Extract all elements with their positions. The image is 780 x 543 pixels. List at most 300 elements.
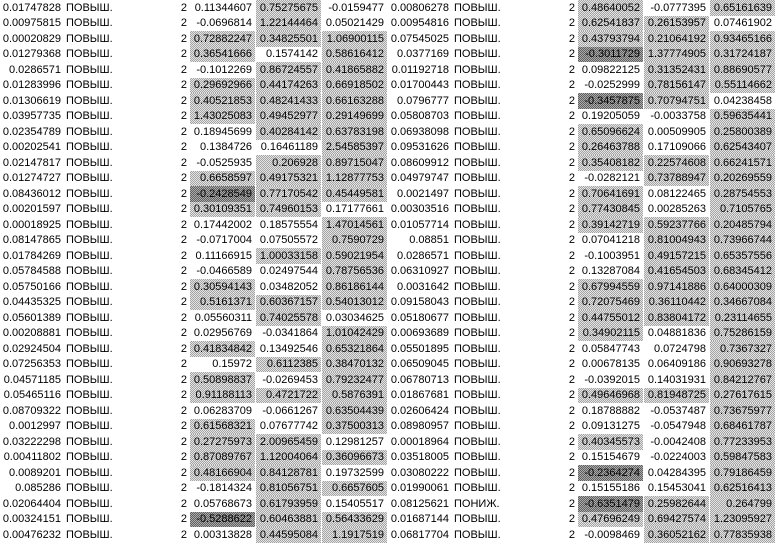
value-cell[interactable]: 0.62541837 — [578, 16, 644, 32]
count-cell[interactable]: 2 — [568, 48, 575, 61]
count-cell[interactable]: 2 — [568, 249, 575, 262]
count-cell[interactable]: 2 — [180, 17, 187, 30]
count-cell[interactable]: 2 — [568, 234, 575, 247]
value-cell[interactable]: 0.14031931 — [644, 372, 710, 388]
direction-label-cell[interactable]: ПОВЫШ. — [454, 172, 501, 185]
value-cell[interactable]: 1.00033158 — [256, 248, 322, 264]
value-cell[interactable]: 0.18575554 — [256, 217, 322, 233]
value-cell[interactable]: 0.26463788 — [578, 140, 644, 156]
value-cell[interactable]: 0.31352431 — [644, 62, 710, 78]
value-cell[interactable]: 1.1917519 — [322, 527, 388, 543]
value-cell[interactable]: 0.11344607 — [190, 0, 256, 16]
direction-label-cell[interactable]: ПОВЫШ. — [454, 280, 501, 293]
direction-label-cell[interactable]: ПОВЫШ. — [454, 451, 501, 464]
probability-cell[interactable]: 0.07256353 — [2, 358, 61, 371]
count-cell[interactable]: 2 — [568, 513, 575, 526]
direction-label-cell[interactable]: ПОВЫШ. — [454, 528, 501, 541]
value-cell[interactable]: 0.83804172 — [644, 310, 710, 326]
probability-cell[interactable]: 0.09531626 — [390, 141, 449, 154]
value-cell[interactable]: -0.0042408 — [644, 434, 710, 450]
value-cell[interactable]: -0.0392015 — [578, 372, 644, 388]
direction-label-cell[interactable]: ПОВЫШ. — [454, 94, 501, 107]
count-cell[interactable]: 2 — [180, 125, 187, 138]
count-cell[interactable]: 2 — [180, 311, 187, 324]
value-cell[interactable]: 0.7590729 — [322, 233, 388, 249]
count-cell[interactable]: 2 — [180, 32, 187, 45]
count-cell[interactable]: 2 — [568, 141, 575, 154]
direction-label-cell[interactable]: ПОВЫШ. — [66, 451, 113, 464]
direction-label-cell[interactable]: ПОВЫШ. — [454, 327, 501, 340]
direction-label-cell[interactable]: ПОВЫШ. — [454, 203, 501, 216]
value-cell[interactable]: 0.77835938 — [710, 527, 776, 543]
count-cell[interactable]: 2 — [180, 265, 187, 278]
value-cell[interactable]: 0.67994559 — [578, 279, 644, 295]
probability-cell[interactable]: 0.04979747 — [390, 172, 449, 185]
probability-cell[interactable]: 0.01700443 — [390, 79, 449, 92]
value-cell[interactable]: 0.49646968 — [578, 388, 644, 404]
value-cell[interactable]: 0.78756536 — [322, 264, 388, 280]
value-cell[interactable]: 0.73788947 — [644, 171, 710, 187]
probability-cell[interactable]: 0.04435325 — [2, 296, 61, 309]
direction-label-cell[interactable]: ПОНИЖ. — [454, 497, 500, 510]
direction-label-cell[interactable]: ПОВЫШ. — [66, 358, 113, 371]
value-cell[interactable]: -0.0661267 — [256, 403, 322, 419]
value-cell[interactable]: 0.50898837 — [190, 372, 256, 388]
count-cell[interactable]: 2 — [180, 404, 187, 417]
value-cell[interactable]: 0.1574142 — [256, 47, 322, 63]
value-cell[interactable]: -0.3011729 — [578, 47, 644, 63]
value-cell[interactable]: 0.07461902 — [710, 16, 776, 32]
value-cell[interactable]: -0.0159477 — [322, 0, 388, 16]
direction-label-cell[interactable]: ПОВЫШ. — [66, 296, 113, 309]
value-cell[interactable]: -0.0777395 — [644, 0, 710, 16]
direction-label-cell[interactable]: ПОВЫШ. — [454, 311, 501, 324]
count-cell[interactable]: 2 — [568, 528, 575, 541]
probability-cell[interactable]: 0.08609912 — [390, 156, 449, 169]
value-cell[interactable]: -0.0033758 — [644, 109, 710, 125]
value-cell[interactable]: 0.6658597 — [190, 171, 256, 187]
value-cell[interactable]: 0.59635441 — [710, 109, 776, 125]
probability-cell[interactable]: 0.03222298 — [2, 435, 61, 448]
value-cell[interactable]: 0.48166904 — [190, 465, 256, 481]
value-cell[interactable]: 0.62543407 — [710, 140, 776, 156]
count-cell[interactable]: 2 — [180, 466, 187, 479]
value-cell[interactable]: -0.6351479 — [578, 496, 644, 512]
value-cell[interactable]: 0.1384726 — [190, 140, 256, 156]
value-cell[interactable]: 0.81004943 — [644, 233, 710, 249]
value-cell[interactable]: 0.73966744 — [710, 233, 776, 249]
value-cell[interactable]: 0.02956769 — [190, 326, 256, 342]
value-cell[interactable]: 0.48640052 — [578, 0, 644, 16]
value-cell[interactable]: 0.72882247 — [190, 31, 256, 47]
value-cell[interactable]: 1.22144464 — [256, 16, 322, 32]
direction-label-cell[interactable]: ПОВЫШ. — [454, 125, 501, 138]
value-cell[interactable]: 0.97141886 — [644, 279, 710, 295]
value-cell[interactable]: 0.84128781 — [256, 465, 322, 481]
value-cell[interactable]: 0.05560311 — [190, 310, 256, 326]
probability-cell[interactable]: 0.00324151 — [2, 513, 61, 526]
value-cell[interactable]: 0.00678135 — [578, 357, 644, 373]
value-cell[interactable]: 0.04284395 — [644, 465, 710, 481]
value-cell[interactable]: 0.77430845 — [578, 202, 644, 218]
direction-label-cell[interactable]: ПОВЫШ. — [454, 110, 501, 123]
value-cell[interactable]: 0.22574608 — [644, 155, 710, 171]
value-cell[interactable]: 0.86186144 — [322, 279, 388, 295]
direction-label-cell[interactable]: ПОВЫШ. — [66, 528, 113, 541]
probability-cell[interactable]: 0.02606424 — [390, 404, 449, 417]
count-cell[interactable]: 2 — [568, 187, 575, 200]
value-cell[interactable]: 0.21064192 — [644, 31, 710, 47]
value-cell[interactable]: -0.0341864 — [256, 326, 322, 342]
probability-cell[interactable]: 0.06938098 — [390, 125, 449, 138]
probability-cell[interactable]: 0.02147817 — [2, 156, 61, 169]
value-cell[interactable]: 0.09822125 — [578, 62, 644, 78]
probability-cell[interactable]: 0.05601389 — [2, 311, 61, 324]
value-cell[interactable]: 0.72075469 — [578, 295, 644, 311]
value-cell[interactable]: 1.37774905 — [644, 47, 710, 63]
direction-label-cell[interactable]: ПОВЫШ. — [454, 218, 501, 231]
value-cell[interactable]: 0.48241433 — [256, 93, 322, 109]
count-cell[interactable]: 2 — [568, 156, 575, 169]
value-cell[interactable]: 0.66918502 — [322, 78, 388, 94]
probability-cell[interactable]: 0.085286 — [15, 482, 61, 495]
value-cell[interactable]: 0.17177661 — [322, 202, 388, 218]
probability-cell[interactable]: 0.0286571 — [9, 63, 61, 76]
value-cell[interactable]: 0.60367157 — [256, 295, 322, 311]
probability-cell[interactable]: 0.00208881 — [2, 327, 61, 340]
count-cell[interactable]: 2 — [180, 1, 187, 14]
value-cell[interactable]: 0.39142719 — [578, 217, 644, 233]
value-cell[interactable]: 0.38470132 — [322, 357, 388, 373]
count-cell[interactable]: 2 — [568, 482, 575, 495]
direction-label-cell[interactable]: ПОВЫШ. — [66, 94, 113, 107]
count-cell[interactable]: 2 — [568, 1, 575, 14]
count-cell[interactable]: 2 — [180, 110, 187, 123]
value-cell[interactable]: 0.30109351 — [190, 202, 256, 218]
probability-cell[interactable]: 0.07545025 — [390, 32, 449, 45]
value-cell[interactable]: 0.05768673 — [190, 496, 256, 512]
value-cell[interactable]: 0.03482052 — [256, 279, 322, 295]
value-cell[interactable]: 2.54585397 — [322, 140, 388, 156]
direction-label-cell[interactable]: ПОВЫШ. — [66, 404, 113, 417]
value-cell[interactable]: 0.04238458 — [710, 93, 776, 109]
value-cell[interactable]: 0.15405517 — [322, 496, 388, 512]
probability-cell[interactable]: 0.01057714 — [390, 218, 449, 231]
direction-label-cell[interactable]: ПОВЫШ. — [66, 420, 113, 433]
value-cell[interactable]: 0.15453041 — [644, 481, 710, 497]
value-cell[interactable]: 0.07677742 — [256, 419, 322, 435]
value-cell[interactable]: 0.5876391 — [322, 388, 388, 404]
value-cell[interactable]: 0.05021429 — [322, 16, 388, 32]
probability-cell[interactable]: 0.06817704 — [390, 528, 449, 541]
value-cell[interactable]: 0.4721722 — [256, 388, 322, 404]
value-cell[interactable]: 0.15155186 — [578, 481, 644, 497]
probability-cell[interactable]: 0.01306619 — [2, 94, 61, 107]
direction-label-cell[interactable]: ПОВЫШ. — [66, 280, 113, 293]
probability-cell[interactable]: 0.00476232 — [2, 528, 61, 541]
probability-cell[interactable]: 0.00411802 — [3, 451, 61, 464]
value-cell[interactable]: -0.0466589 — [190, 264, 256, 280]
value-cell[interactable]: 0.18788882 — [578, 403, 644, 419]
count-cell[interactable]: 2 — [180, 528, 187, 541]
probability-cell[interactable]: 0.00303516 — [390, 203, 449, 216]
direction-label-cell[interactable]: ПОВЫШ. — [454, 187, 501, 200]
value-cell[interactable]: 0.30594143 — [190, 279, 256, 295]
direction-label-cell[interactable]: ПОВЫШ. — [66, 342, 113, 355]
count-cell[interactable]: 2 — [180, 156, 187, 169]
value-cell[interactable]: 0.63783198 — [322, 124, 388, 140]
value-cell[interactable]: 0.00509905 — [644, 124, 710, 140]
direction-label-cell[interactable]: ПОВЫШ. — [66, 234, 113, 247]
value-cell[interactable]: 0.36541666 — [190, 47, 256, 63]
direction-label-cell[interactable]: ПОВЫШ. — [454, 156, 501, 169]
direction-label-cell[interactable]: ПОВЫШ. — [66, 435, 113, 448]
probability-cell[interactable]: 0.03518005 — [390, 451, 449, 464]
direction-label-cell[interactable]: ПОВЫШ. — [66, 389, 113, 402]
probability-cell[interactable]: 0.00693689 — [390, 327, 449, 340]
count-cell[interactable]: 2 — [568, 265, 575, 278]
value-cell[interactable]: 0.19732599 — [322, 465, 388, 481]
probability-cell[interactable]: 0.0012997 — [9, 420, 61, 433]
count-cell[interactable]: 2 — [180, 327, 187, 340]
value-cell[interactable]: -0.0224003 — [644, 450, 710, 466]
count-cell[interactable]: 2 — [568, 342, 575, 355]
direction-label-cell[interactable]: ПОВЫШ. — [66, 141, 113, 154]
direction-label-cell[interactable]: ПОВЫШ. — [66, 265, 113, 278]
value-cell[interactable]: -0.0537487 — [644, 403, 710, 419]
value-cell[interactable]: -0.0547948 — [644, 419, 710, 435]
value-cell[interactable]: 0.17109066 — [644, 140, 710, 156]
value-cell[interactable]: 0.49175321 — [256, 171, 322, 187]
probability-cell[interactable]: 0.01279368 — [2, 48, 61, 61]
probability-cell[interactable]: 0.08980957 — [390, 420, 449, 433]
value-cell[interactable]: 0.16461189 — [256, 140, 322, 156]
value-cell[interactable]: 0.02497544 — [256, 264, 322, 280]
direction-label-cell[interactable]: ПОВЫШ. — [66, 327, 113, 340]
value-cell[interactable]: 0.55114662 — [710, 78, 776, 94]
count-cell[interactable]: 2 — [180, 420, 187, 433]
count-cell[interactable]: 2 — [180, 296, 187, 309]
count-cell[interactable]: 2 — [180, 497, 187, 510]
value-cell[interactable]: 0.12981257 — [322, 434, 388, 450]
direction-label-cell[interactable]: ПОВЫШ. — [454, 63, 501, 76]
value-cell[interactable]: 0.06283709 — [190, 403, 256, 419]
direction-label-cell[interactable]: ПОВЫШ. — [66, 218, 113, 231]
direction-label-cell[interactable]: ПОВЫШ. — [66, 513, 113, 526]
value-cell[interactable]: 0.65321864 — [322, 341, 388, 357]
value-cell[interactable]: 0.65161639 — [710, 0, 776, 16]
value-cell[interactable]: 0.81948725 — [644, 388, 710, 404]
probability-cell[interactable]: 0.01274727 — [2, 172, 61, 185]
value-cell[interactable]: 1.01042429 — [322, 326, 388, 342]
value-cell[interactable]: 0.34667084 — [710, 295, 776, 311]
value-cell[interactable]: -0.0098469 — [578, 527, 644, 543]
probability-cell[interactable]: 0.0796777 — [397, 94, 449, 107]
direction-label-cell[interactable]: ПОВЫШ. — [454, 435, 501, 448]
direction-label-cell[interactable]: ПОВЫШ. — [454, 79, 501, 92]
value-cell[interactable]: 0.70641691 — [578, 186, 644, 202]
count-cell[interactable]: 2 — [568, 311, 575, 324]
value-cell[interactable]: 0.5161371 — [190, 295, 256, 311]
value-cell[interactable]: 0.34825501 — [256, 31, 322, 47]
value-cell[interactable]: 0.7105765 — [710, 202, 776, 218]
count-cell[interactable]: 2 — [568, 172, 575, 185]
direction-label-cell[interactable]: ПОВЫШ. — [454, 342, 501, 355]
value-cell[interactable]: 0.20485794 — [710, 217, 776, 233]
direction-label-cell[interactable]: ПОВЫШ. — [454, 373, 501, 386]
direction-label-cell[interactable]: ПОВЫШ. — [66, 249, 113, 262]
direction-label-cell[interactable]: ПОВЫШ. — [66, 125, 113, 138]
value-cell[interactable]: 0.25982644 — [644, 496, 710, 512]
probability-cell[interactable]: 0.03080222 — [390, 466, 449, 479]
probability-cell[interactable]: 0.05465116 — [3, 389, 61, 402]
direction-label-cell[interactable]: ПОВЫШ. — [454, 466, 501, 479]
value-cell[interactable]: 0.07041218 — [578, 233, 644, 249]
value-cell[interactable]: -0.1012269 — [190, 62, 256, 78]
value-cell[interactable]: 0.6112385 — [256, 357, 322, 373]
value-cell[interactable]: -0.0269453 — [256, 372, 322, 388]
direction-label-cell[interactable]: ПОВЫШ. — [66, 187, 113, 200]
value-cell[interactable]: 1.47014561 — [322, 217, 388, 233]
direction-label-cell[interactable]: ПОВЫШ. — [454, 141, 501, 154]
value-cell[interactable]: 0.59021954 — [322, 248, 388, 264]
value-cell[interactable]: 1.43025083 — [190, 109, 256, 125]
value-cell[interactable]: 0.61568321 — [190, 419, 256, 435]
value-cell[interactable]: 0.86724557 — [256, 62, 322, 78]
value-cell[interactable]: 0.28754553 — [710, 186, 776, 202]
probability-cell[interactable]: 0.0031642 — [397, 280, 449, 293]
direction-label-cell[interactable]: ПОВЫШ. — [454, 358, 501, 371]
probability-cell[interactable]: 0.01784269 — [2, 249, 61, 262]
probability-cell[interactable]: 0.05501895 — [390, 342, 449, 355]
direction-label-cell[interactable]: ПОВЫШ. — [66, 311, 113, 324]
count-cell[interactable]: 2 — [568, 404, 575, 417]
count-cell[interactable]: 2 — [568, 373, 575, 386]
value-cell[interactable]: 0.44755012 — [578, 310, 644, 326]
value-cell[interactable]: 0.77170542 — [256, 186, 322, 202]
direction-label-cell[interactable]: ПОВЫШ. — [454, 513, 501, 526]
probability-cell[interactable]: 0.08125621 — [390, 497, 449, 510]
value-cell[interactable]: 0.62516413 — [710, 481, 776, 497]
value-cell[interactable]: 0.79232477 — [322, 372, 388, 388]
direction-label-cell[interactable]: ПОВЫШ. — [66, 497, 113, 510]
value-cell[interactable]: 0.49452977 — [256, 109, 322, 125]
probability-cell[interactable]: 0.0021497 — [397, 187, 449, 200]
direction-label-cell[interactable]: ПОВЫШ. — [66, 48, 113, 61]
value-cell[interactable]: 0.41654503 — [644, 264, 710, 280]
value-cell[interactable]: 0.49157215 — [644, 248, 710, 264]
value-cell[interactable]: 0.07505572 — [256, 233, 322, 249]
value-cell[interactable]: 1.23095927 — [710, 512, 776, 528]
count-cell[interactable]: 2 — [180, 94, 187, 107]
value-cell[interactable]: 0.05847743 — [578, 341, 644, 357]
count-cell[interactable]: 2 — [180, 187, 187, 200]
value-cell[interactable]: 0.69427574 — [644, 512, 710, 528]
value-cell[interactable]: 0.70794751 — [644, 93, 710, 109]
value-cell[interactable]: 0.00285263 — [644, 202, 710, 218]
count-cell[interactable]: 2 — [180, 141, 187, 154]
value-cell[interactable]: 0.60463881 — [256, 512, 322, 528]
value-cell[interactable]: 0.40521853 — [190, 93, 256, 109]
value-cell[interactable]: 0.03034625 — [322, 310, 388, 326]
value-cell[interactable]: 0.59237766 — [644, 217, 710, 233]
value-cell[interactable]: 0.29692966 — [190, 78, 256, 94]
probability-cell[interactable]: 0.02064404 — [2, 497, 61, 510]
value-cell[interactable]: 0.264799 — [710, 496, 776, 512]
probability-cell[interactable]: 0.01867681 — [390, 389, 449, 402]
probability-cell[interactable]: 0.00020829 — [2, 32, 61, 45]
value-cell[interactable]: 0.65357556 — [710, 248, 776, 264]
probability-cell[interactable]: 0.00954816 — [390, 17, 449, 30]
value-cell[interactable]: -0.0252999 — [578, 78, 644, 94]
value-cell[interactable]: 1.12877753 — [322, 171, 388, 187]
probability-cell[interactable]: 0.06780713 — [390, 373, 449, 386]
probability-cell[interactable]: 0.04571185 — [3, 373, 61, 386]
value-cell[interactable]: -0.0717004 — [190, 233, 256, 249]
value-cell[interactable]: 0.36110442 — [644, 295, 710, 311]
direction-label-cell[interactable]: ПОВЫШ. — [454, 17, 501, 30]
probability-cell[interactable]: 0.09158043 — [390, 296, 449, 309]
probability-cell[interactable]: 0.03957735 — [2, 110, 61, 123]
value-cell[interactable]: 0.13287084 — [578, 264, 644, 280]
direction-label-cell[interactable]: ПОВЫШ. — [66, 63, 113, 76]
value-cell[interactable]: 0.73675977 — [710, 403, 776, 419]
count-cell[interactable]: 2 — [180, 280, 187, 293]
count-cell[interactable]: 2 — [568, 63, 575, 76]
probability-cell[interactable]: 0.08851 — [409, 234, 449, 247]
probability-cell[interactable]: 0.01283996 — [2, 79, 61, 92]
count-cell[interactable]: 2 — [180, 48, 187, 61]
count-cell[interactable]: 2 — [568, 466, 575, 479]
direction-label-cell[interactable]: ПОВЫШ. — [66, 156, 113, 169]
probability-cell[interactable]: 0.0377169 — [397, 48, 449, 61]
probability-cell[interactable]: 0.0089201 — [9, 466, 61, 479]
direction-label-cell[interactable]: ПОВЫШ. — [454, 482, 501, 495]
value-cell[interactable]: 0.59847583 — [710, 450, 776, 466]
count-cell[interactable]: 2 — [180, 435, 187, 448]
count-cell[interactable]: 2 — [568, 110, 575, 123]
count-cell[interactable]: 2 — [180, 249, 187, 262]
value-cell[interactable]: 0.19205059 — [578, 109, 644, 125]
value-cell[interactable]: 0.27275973 — [190, 434, 256, 450]
value-cell[interactable]: 0.68461787 — [710, 419, 776, 435]
value-cell[interactable]: -0.3457875 — [578, 93, 644, 109]
probability-cell[interactable]: 0.00018964 — [390, 435, 449, 448]
direction-label-cell[interactable]: ПОВЫШ. — [66, 1, 113, 14]
value-cell[interactable]: 0.31724187 — [710, 47, 776, 63]
value-cell[interactable]: 0.63504439 — [322, 403, 388, 419]
value-cell[interactable]: 0.75286159 — [710, 326, 776, 342]
count-cell[interactable]: 2 — [568, 280, 575, 293]
value-cell[interactable]: -0.2364274 — [578, 465, 644, 481]
probability-cell[interactable]: 0.05784588 — [2, 265, 61, 278]
value-cell[interactable]: 0.06409186 — [644, 357, 710, 373]
value-cell[interactable]: 0.84212767 — [710, 372, 776, 388]
value-cell[interactable]: 0.40284142 — [256, 124, 322, 140]
value-cell[interactable]: 0.89715047 — [322, 155, 388, 171]
count-cell[interactable]: 2 — [180, 63, 187, 76]
value-cell[interactable]: 0.37500313 — [322, 419, 388, 435]
count-cell[interactable]: 2 — [180, 218, 187, 231]
probability-cell[interactable]: 0.02924504 — [2, 342, 61, 355]
value-cell[interactable]: 0.93465166 — [710, 31, 776, 47]
direction-label-cell[interactable]: ПОВЫШ. — [66, 203, 113, 216]
probability-cell[interactable]: 0.08436012 — [2, 187, 61, 200]
probability-cell[interactable]: 0.06310927 — [390, 265, 449, 278]
value-cell[interactable]: 0.91188113 — [190, 388, 256, 404]
value-cell[interactable]: -0.0696814 — [190, 16, 256, 32]
direction-label-cell[interactable]: ПОВЫШ. — [66, 17, 113, 30]
